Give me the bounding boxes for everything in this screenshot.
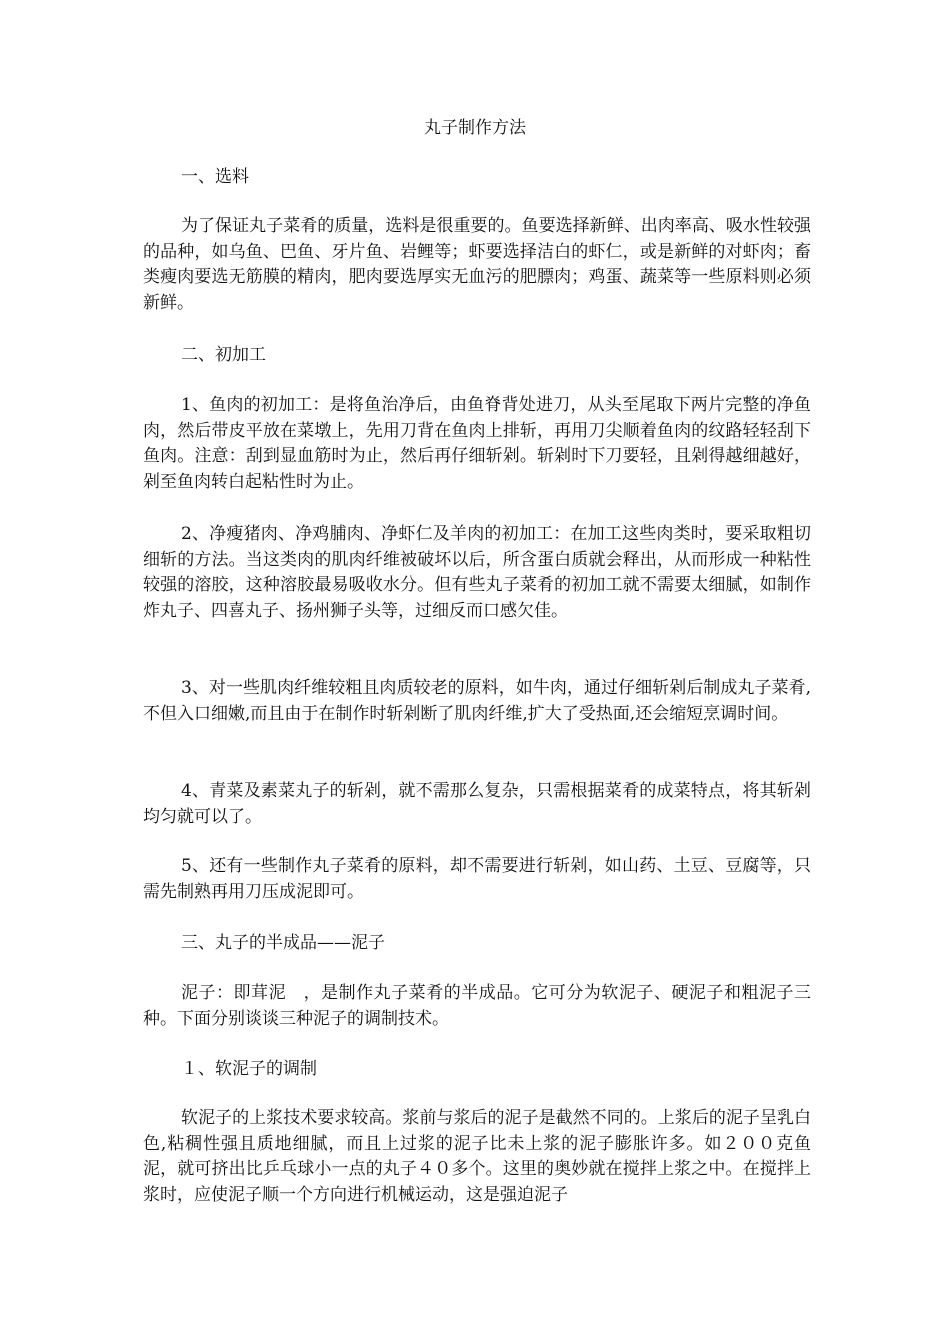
section-heading-paste: 三、丸子的半成品——泥子 [181,933,385,953]
document-title: 丸子制作方法 [424,118,526,138]
paragraph-soft-paste: 软泥子的上浆技术要求较高。浆前与浆后的泥子是截然不同的。上浆后的泥子呈乳白色,粘稠性强且质地细腻，而且上过浆的泥子比未上浆的泥子膨胀许多。如２００克鱼泥，就可挤出比乒乓球小一点的丸子４０多个。这里的奥妙就在搅拌上浆之中。在搅拌上浆时，应使泥子顺一个方向进行机械运动，这是强迫泥子 [143,1108,811,1205]
paragraph-fish-processing: 1、鱼肉的初加工：是将鱼治净后，由鱼脊背处进刀，从头至尾取下两片完整的净鱼肉，然后带皮平放在菜墩上，先用刀背在鱼肉上排斩，再用刀尖顺着鱼肉的纹路轻轻刮下鱼肉。注意：刮到显血筋时为止，然后再仔细斩剁。斩剁时下刀要轻，且剁得越细越好，剁至鱼肉转白起粘性时为止。 [143,395,811,492]
paragraph-mashed-ingredients: 5、还有一些制作丸子菜肴的原料，却不需要进行斩剁，如山药、土豆、豆腐等，只需先制熟再用刀压成泥即可。 [143,856,811,902]
section-heading-selection: 一、选料 [181,167,249,187]
paragraph-selection: 为了保证丸子菜肴的质量，选料是很重要的。鱼要选择新鲜、出肉率高、吸水性较强的品种，如乌鱼、巴鱼、牙片鱼、岩鲤等；虾要选择洁白的虾仁，或是新鲜的对虾肉；畜类瘦肉要选无筋膜的精肉，肥肉要选厚实无血污的肥膘肉；鸡蛋、蔬菜等一些原料则必须新鲜。 [143,216,811,313]
paragraph-beef-processing: 3、对一些肌肉纤维较粗且肉质较老的原料，如牛肉，通过仔细斩剁后制成丸子菜肴,不但入口细嫩,而且由于在制作时斩剁断了肌肉纤维,扩大了受热面,还会缩短烹调时间。 [143,678,811,724]
section-heading-soft-paste: １、软泥子的调制 [181,1059,317,1079]
paragraph-vegetable-processing: 4、青菜及素菜丸子的斩剁，就不需那么复杂，只需根据菜肴的成菜特点，将其斩剁均匀就可以了。 [143,781,811,827]
section-heading-processing: 二、初加工 [181,345,266,365]
paragraph-paste-intro: 泥子：即茸泥 ，是制作丸子菜肴的半成品。它可分为软泥子、硬泥子和粗泥子三种。下面分别谈谈三种泥子的调制技术。 [143,983,811,1029]
paragraph-meat-processing: 2、净瘦猪肉、净鸡脯肉、净虾仁及羊肉的初加工：在加工这些肉类时，要采取粗切细斩的方法。当这类肉的肌肉纤维被破坏以后，所含蛋白质就会释出，从而形成一种粘性较强的溶胶，这种溶胶最易吸收水分。但有些丸子菜肴的初加工就不需要太细腻，如制作炸丸子、四喜丸子、扬州狮子头等，过细反而口感欠佳。 [143,524,811,621]
